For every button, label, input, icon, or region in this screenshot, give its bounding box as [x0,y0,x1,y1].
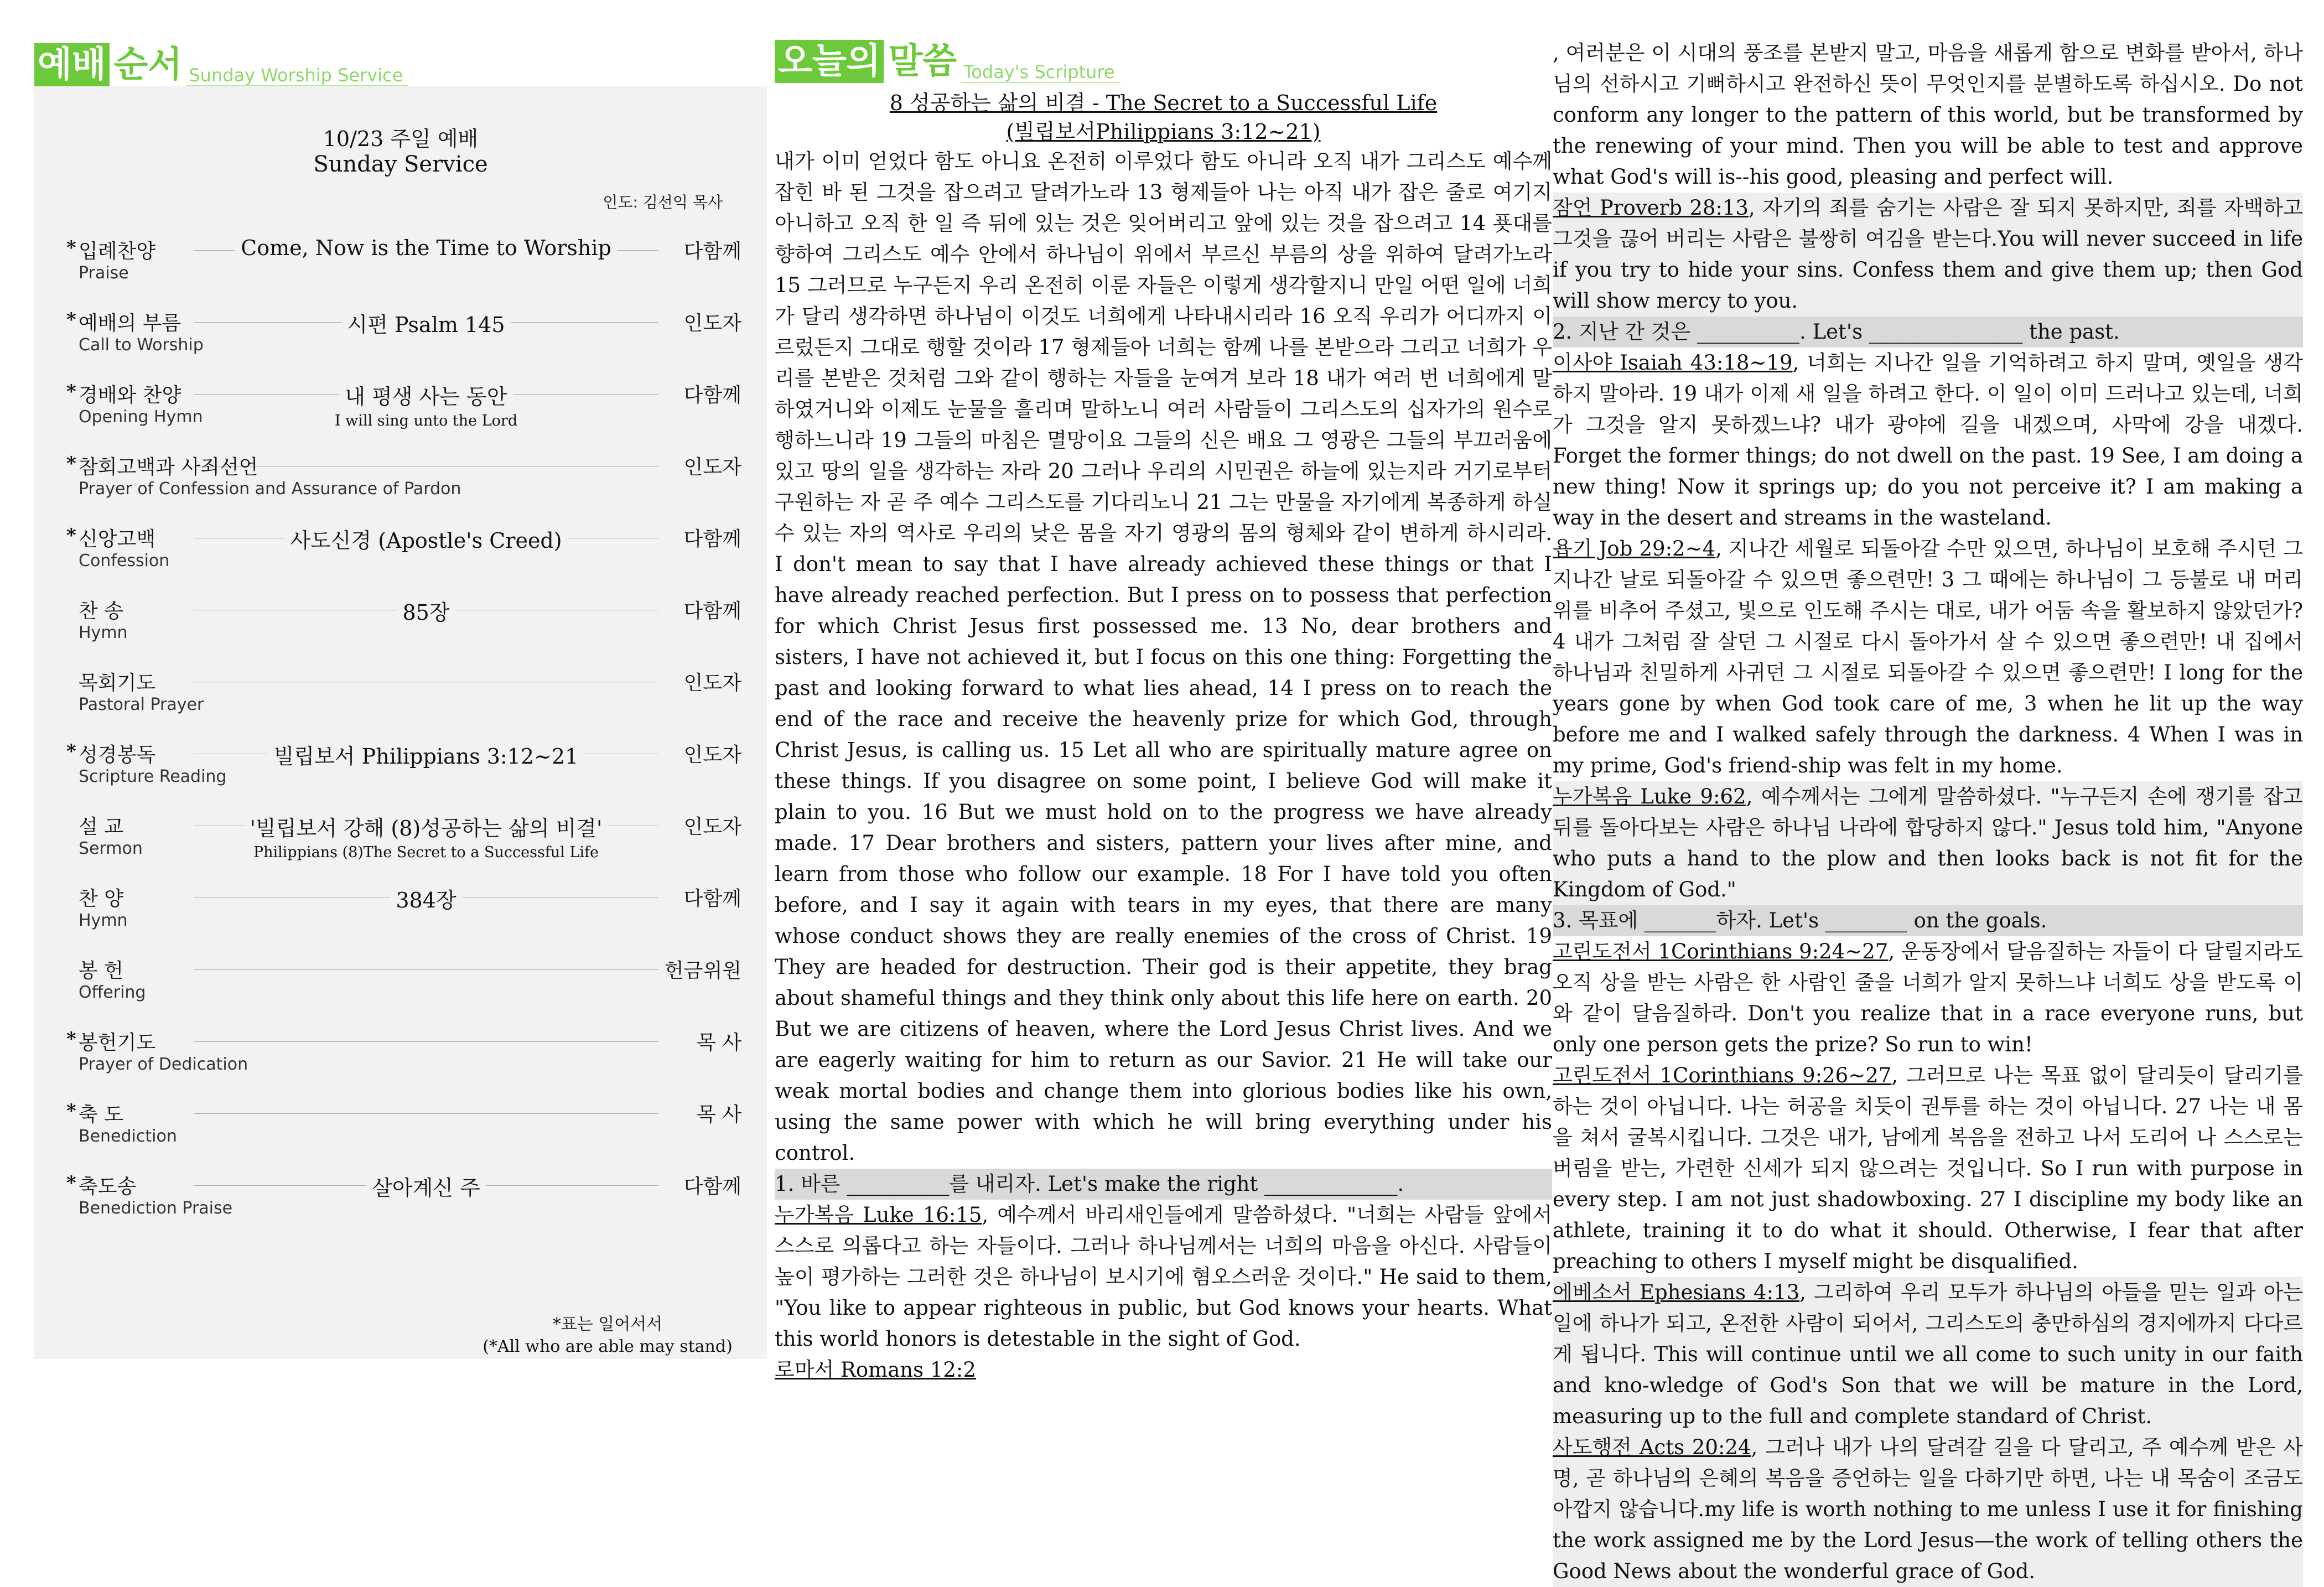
item-name-korean: 봉헌기도 [79,1031,156,1054]
verse-text: , 자기의 죄를 숨기는 사람은 잘 되지 못하지만, 죄를 자백하고 그것을 끊어 버리는 사람은 불쌍히 여김을 받는다.You will never succeed in life if you try to hide your sins. Confess them and give them up; then God will show mercy to you. [1553,196,2303,313]
item-name-korean: 봉 헌 [79,960,123,982]
item-name-english: Hymn [79,623,128,642]
item-detail-main: Come, Now is the Time to Worship [235,236,617,260]
service-item [66,667,741,734]
standing-marker: * [66,453,76,475]
item-detail-main: 빌립보서 Philippians 3:12~21 [268,739,584,770]
item-detail [194,883,658,914]
item-role: 목 사 [697,1031,741,1054]
item-name-korean: 참회고백과 사죄선언 [79,456,258,479]
service-item [66,811,741,878]
verse-text: , 그러므로 나는 목표 없이 달리듯이 달리기를 하는 것이 아닙니다. 나는 허공을 치듯이 권투를 하는 것이 아닙니다. 27 나는 내 몸을 쳐서 굴복시킵니다. 그것은 내가, 남에게 복음을 전하고 나서 도리어 나 스스로는 버림을 받는, 가련한 신세가 되지 않으려는 것입니다. So I run with purpose in every step. I am not just shadowboxing. 27 I discipline my body like an athlete, training it to do what it should. Otherwise, I fear that after preaching to others I myself might be disqualified. [1553,1064,2303,1273]
verse-ephesians-4 [1553,1277,2303,1432]
item-name-korean: 성경봉독 [79,744,156,766]
item-name-korean: 경배와 찬양 [79,384,181,407]
stand-note-english: (*All who are able may stand) [483,1337,733,1356]
item-role: 다함께 [683,1175,741,1198]
verse-isaiah-43 [1553,348,2303,533]
leader-line [194,1113,658,1114]
verse-proverbs-28 [1553,193,2303,317]
header-korean-2: 말씀 [888,41,957,82]
standing-marker: * [66,1172,76,1194]
verse-reference: 로마서 Romans 12:2 [775,1358,976,1382]
item-role: 인도자 [683,456,741,479]
item-name-korean: 축 도 [79,1103,123,1126]
verse-reference: 이사야 Isaiah 43:18~19 [1553,351,1793,375]
standing-marker: * [66,525,76,547]
item-detail [194,739,658,770]
verse-text: , 그러나 내가 나의 달려갈 길을 다 달리고, 주 예수께 받은 사명, 곧 하나님의 은혜의 복음을 증언하는 일을 다하기만 하면, 나는 내 목숨이 조금도 아깝지 않습니다.my life is worth nothing to me unless I use it for finishing the work assigned me by the Lord Jesus—the work of telling others the Good News about the wonderful grace of God. [1553,1435,2303,1583]
item-detail-main: 사도신경 (Apostle's Creed) [284,523,567,554]
item-role: 목 사 [697,1103,741,1126]
stand-note-korean: *표는 일어서서 [552,1315,663,1334]
item-name-english: Call to Worship [79,335,204,355]
item-role: 다함께 [683,384,741,407]
service-item [66,236,741,302]
standing-marker: * [66,1028,76,1050]
item-name-korean: 찬 송 [79,600,123,623]
verse-text: , 예수께서 바리새인들에게 말씀하셨다. "너희는 사람들 앞에서 스스로 의롭다고 하는 자들이다. 그러나 하나님께서는 너희의 마음을 아신다. 사람들이 높이 평가하는 그러한 것은 하나님이 보시기에 혐오스러운 것이다." He said to them, "You like to appear righteous in public, but God knows your hearts. What this world honors is detestable in the sight of God. [775,1203,1552,1351]
item-name-korean: 목회기도 [79,672,156,694]
header-korean-1: 오늘의 [775,40,884,83]
sermon-reference: (빌립보서Philippians 3:12~21) [1006,120,1321,144]
verse-job-29 [1553,533,2303,781]
sermon-point-3: 3. 목표에 _______하자. Let's ________ on the goals. [1553,905,2303,936]
verse-1corinthians-9-26 [1553,1060,2303,1277]
service-item [66,595,741,662]
scripture-column-2 [1553,38,2303,1583]
item-name-english: Benediction [79,1127,177,1146]
header-korean-1: 예배 [34,43,110,86]
verse-romans-12 [775,1355,1552,1386]
item-detail-main: 살아계신 주 [366,1171,486,1201]
item-detail [194,811,658,861]
standing-marker: * [66,381,76,403]
item-detail [194,236,658,260]
item-name-english: Scripture Reading [79,767,227,786]
verse-1corinthians-9-24 [1553,936,2303,1060]
scripture-passage: 내가 이미 얻었다 함도 아니요 온전히 이루었다 함도 아니라 오직 내가 그리스도 예수께 잡힌 바 된 그것을 잡으려고 달려가노라 13 형제들아 나는 아직 내가 잡은 줄로 여기지 아니하고 오직 한 일 즉 뒤에 있는 것은 잊어버리고 앞에 있는 것을 잡으려고 14 푯대를 향하여 그리스도 예수 안에서 하나님이 위에서 부르신 부름의 상을 위하여 달려가노라 15 그러므로 누구든지 우리 온전히 이룬 자들은 이렇게 생각할지니 만일 어떤 일에 너희가 달리 생각하면 하나님이 이것도 너희에게 나타내시리라 16 오직 우리가 어디까지 이르렀든지 그대로 행할 것이라 17 형제들아 너희는 함께 나를 본받으라 그리고 너희가 우리를 본받은 것처럼 그와 같이 행하는 자들을 눈여겨 보라 18 내가 여러 번 너희에게 말하였거니와 이제도 눈물을 흘리며 말하노니 여러 사람들이 그리스도의 십자가의 원수로 행하느니라 19 그들의 마침은 멸망이요 그들의 신은 배요 그 영광은 그들의 부끄러움에 있고 땅의 일을 생각하는 자라 20 그러나 우리의 시민권은 하늘에 있는지라 거기로부터 구원하는 자 곧 주 예수 그리스도를 기다리노니 21 그는 만물을 자기에게 복종하게 하실 수 있는 자의 역사로 우리의 낮은 몸을 자기 영광의 몸의 형체와 같이 변하게 하시리라. I don't mean to say that I have already achieved these things or that I have already reached perfection. But I press on to possess that perfection for which Christ Jesus first possessed me. 13 No, dear brothers and sisters, I have not achieved it, but I focus on this one thing: Forgetting the past and looking forward to what lies ahead, 14 I press on to reach the end of the race and receive the heavenly prize for which God, through Christ Jesus, is calling us. 15 Let all who are spiritually mature agree on these things. If you disagree on some point, I believe God will make it plain to you. 16 But we must hold on to the progress we have already made. 17 Dear brothers and sisters, pattern your lives after mine, and learn from those who follow our example. 18 For I have told you often before, and I say it again with tears in my eyes, that there are many whose conduct shows they are really enemies of the cross of Christ. 19 They are headed for destruction. Their god is their appetite, they brag about shameful things and they think only about this life here on earth. 20 But we are citizens of heaven, where the Lord Jesus Christ lives. And we are eagerly waiting for him to return as our Savior. 21 He will take our weak mortal bodies and change them into glorious bodies like his own, using the same power with which he will bring everything under his control. [775,149,1552,1165]
verse-luke-16 [775,1200,1552,1355]
verse-text: , 예수께서는 그에게 말씀하셨다. "누구든지 손에 쟁기를 잡고 뒤를 돌아다보는 사람은 하나님 나라에 합당하지 않다." Jesus told him, "Anyone who puts a hand to the plow and then looks back is not fit for the Kingdom of God." [1553,785,2303,901]
verse-reference: 누가복음 Luke 9:62 [1553,785,1746,808]
header-english: Today's Scripture [961,62,1120,83]
item-role: 헌금위원 [664,960,741,982]
service-item [66,452,741,518]
header-english: Sunday Worship Service [186,65,408,86]
item-detail-main: 384장 [390,883,461,914]
service-item [66,380,741,446]
item-detail [194,1171,658,1201]
item-name-english: Praise [79,263,129,283]
item-role: 다함께 [683,240,741,263]
standing-marker: * [66,1100,76,1122]
verse-reference: 욥기 Job 29:2~4 [1553,537,1716,561]
item-name-korean: 찬 양 [79,888,123,910]
verse-text: , 너희는 지나간 일을 기억하려고 하지 말며, 옛일을 생각하지 말아라. 19 내가 이제 새 일을 하려고 한다. 이 일이 이미 드러나고 있는데, 너희가 그것을 알지 못하겠느냐? 내가 광야에 길을 내겠으며, 사막에 강을 내겠다. Forget the former things; do not dwell on the past. 19 See, I am doing a new thing! Now it springs up; do you not perceive it? I am making a way in the desert and streams in the wasteland. [1553,351,2303,530]
standing-marker: * [66,740,76,763]
item-detail [194,380,658,429]
item-role: 다함께 [683,888,741,910]
stand-note [475,1314,740,1358]
item-detail [194,595,658,626]
verse-text: , 지나간 세월로 되돌아갈 수만 있으면, 하나님이 보호해 주시던 그 지나간 날로 되돌아갈 수 있으면 좋으련만! 3 그 때에는 하나님이 그 등불로 내 머리 위를 비추어 주셨고, 빛으로 인도해 주시는 대로, 내가 어둠 속을 활보하지 않았던가? 4 내가 그처럼 잘 살던 그 시절로 다시 돌아가서 살 수 있으면 좋으련만! 내 집에서 하나님과 친밀하게 사귀던 그 시절로 되돌아갈 수 있으면 좋으련만! I long for the years gone by when God took care of me, 3 when he lit up the way before me and I walked safely through the darkness. 4 When I was in my prime, God's friend-ship was felt in my home. [1553,537,2303,777]
scripture-column-1 [775,89,1552,1382]
standing-marker: * [66,237,76,259]
leader-line [194,1041,658,1042]
verse-acts-20 [1553,1432,2303,1587]
service-item [66,1099,741,1165]
service-item [66,739,741,806]
item-detail-main: 시편 Psalm 145 [342,308,511,338]
item-detail [194,308,658,338]
verse-romans-12-continued [1553,38,2303,193]
service-item [66,955,741,1021]
verse-text: , 그리하여 우리 모두가 하나님의 아들을 믿는 일과 아는 일에 하나가 되고, 온전한 사람이 되어서, 그리스도의 충만하심의 경지에까지 다다르게 됩니다. This will continue until we all come to such unity in our faith and kno-wledge of God's Son that we will be mature in the Lord, measuring up to the full and complete standard of Christ. [1553,1280,2303,1428]
item-name-english: Benediction Praise [79,1199,233,1218]
item-name-english: Pastoral Prayer [79,695,204,714]
item-name-korean: 신앙고백 [79,528,156,551]
service-title: Sunday Service [313,152,488,177]
item-role: 인도자 [683,312,741,335]
item-name-english: Hymn [79,911,128,930]
item-role: 다함께 [683,600,741,623]
item-name-english: Sermon [79,839,143,858]
item-role: 인도자 [683,816,741,838]
item-name-english: Offering [79,983,146,1002]
service-item [66,1027,741,1093]
sermon-point-1: 1. 바른 __________를 내리자. Let's make the right _____________. [775,1169,1552,1200]
verse-reference: 사도행전 Acts 20:24 [1553,1435,1751,1459]
service-item [66,308,741,374]
verse-text: , 여러분은 이 시대의 풍조를 본받지 말고, 마음을 새롭게 함으로 변화를 받아서, 하나님의 선하시고 기뻐하시고 완전하신 뜻이 무엇인지를 분별하도록 하십시오. Do not conform any longer to the pattern of this world, but be transformed by the renewing of your mind. Then you will be able to test and approve what God's will is--his good, pleasing and perfect will. [1553,41,2303,189]
worship-order-header [34,43,408,86]
item-detail-main: '빌립보서 강해 (8)성공하는 삶의 비결' [245,811,608,842]
item-detail [194,523,658,554]
service-item [66,1171,741,1237]
service-item [66,883,741,950]
item-name-english: Opening Hymn [79,407,203,427]
item-role: 다함께 [683,528,741,551]
verse-reference: 에베소서 Ephesians 4:13 [1553,1280,1800,1304]
order-of-service-panel [34,86,767,1359]
verse-text: , 운동장에서 달음질하는 자들이 다 달릴지라도 오직 상을 받는 사람은 한 사람인 줄을 너희가 알지 못하느냐 너희도 상을 받도록 이와 같이 달음질하라. Don't you realize that in a race everyone runs, but only one person gets the prize? So run to win! [1553,940,2303,1056]
item-name-korean: 축도송 [79,1175,137,1198]
item-name-korean: 입례찬양 [79,240,156,263]
item-name-english: Prayer of Dedication [79,1055,248,1074]
item-name-english: Prayer of Confession and Assurance of Pardon [79,479,461,499]
item-role: 인도자 [683,744,741,766]
service-item [66,523,741,590]
leader-line [194,969,658,970]
verse-reference: 누가복음 Luke 16:15 [775,1203,982,1227]
header-korean-2: 순서 [113,44,183,85]
item-detail-main: 내 평생 사는 동안 [339,380,512,410]
item-name-korean: 예배의 부름 [79,312,181,335]
item-name-english: Confession [79,551,170,571]
verse-luke-9 [1553,781,2303,905]
verse-reference: 잠언 Proverb 28:13 [1553,196,1749,220]
scripture-header [775,40,1120,83]
service-date: 10/23 주일 예배 [323,127,479,151]
item-detail-sub: Philippians (8)The Secret to a Successful Life [253,844,599,861]
standing-marker: * [66,309,76,331]
item-detail-main: 85장 [397,595,455,626]
verse-reference: 고린도전서 1Corinthians 9:26~27 [1553,1064,1892,1087]
sermon-title: 8 성공하는 삶의 비결 - The Secret to a Successful Life [889,91,1438,115]
item-name-korean: 설 교 [79,816,123,838]
sermon-point-2: 2. 지난 간 것은 __________. Let's _______________ the past. [1553,317,2303,348]
item-role: 인도자 [683,672,741,694]
item-detail-sub: I will sing unto the Lord [334,412,518,429]
service-leader: 인도: 김선익 목사 [603,193,723,211]
verse-reference: 고린도전서 1Corinthians 9:24~27 [1553,940,1889,963]
